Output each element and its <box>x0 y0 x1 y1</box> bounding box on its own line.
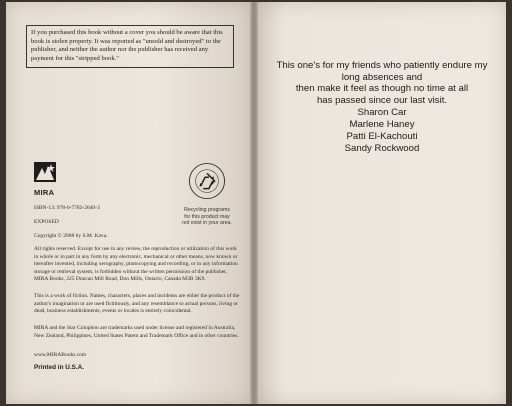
copyright-line: Copyright © 2008 by S.M. Kava. <box>34 233 108 239</box>
dedication-name: Marlene Haney <box>349 118 415 130</box>
dedication-line: has passed since our last visit. <box>316 95 448 107</box>
star-colophon-icon <box>34 162 56 182</box>
stripped-book-notice: If you purchased this book without a cover you should be aware that this book is stolen property. It was reported as "unsold and destroyed" to the publisher, and neither the author nor the publisher has received any payment for this "stripped book." <box>26 25 234 68</box>
publisher-logo-text: MIRA <box>34 188 55 197</box>
website-link: www.MIRABooks.com <box>34 352 87 358</box>
book-title: EXPOSED <box>34 219 59 225</box>
recycle-caption-line3: not exist in your area. <box>182 220 232 226</box>
printed-in: Printed in U.S.A. <box>34 364 85 371</box>
dedication-name: Sharon Car <box>357 106 407 118</box>
recycle-icon <box>188 162 226 200</box>
isbn-text: ISBN-13: 978-0-7783-2640-3 <box>34 205 100 211</box>
dedication-name: Patti El-Kachouti <box>346 130 418 142</box>
dedication-line: then make it feel as though no time at all <box>295 83 469 95</box>
recycle-caption-line1: Recycling programs <box>184 207 230 213</box>
dedication-names <box>262 107 502 155</box>
dedication-name: Sandy Rockwood <box>344 142 420 154</box>
dedication <box>262 60 502 155</box>
mira-logo <box>34 162 60 197</box>
recycle-caption-line2: for this product may <box>184 213 230 220</box>
fiction-disclaimer: This is a work of fiction. Names, characters, places and incidents are either the product of the author's imagination or are used fictitiously, and any resemblance to actual persons, living or dead, business establishments, events or locales is entirely coincidental. <box>34 293 240 315</box>
dedication-line: long absences and <box>341 71 423 83</box>
rights-statement: All rights reserved. Except for use in any review, the reproduction or utilization of this work in whole or in part in any form by any electronic, mechanical or other means, now known or hereafter invented, including xerography, photocopying and recording, or in any information storage or retrieval system, is forbidden without the written permission of the publisher, MIRA Books, 225 Duncan Mill Road, Don Mills, Ontario, Canada M3B 3K9. <box>34 246 238 283</box>
dedication-line: This one's for my friends who patiently endure my <box>276 60 488 71</box>
trademark-statement: MIRA and the Star Colophon are trademarks used under license and registered in Australia, New Zealand, Philippines, United States Patent and Trademark Office and in other countries. <box>34 325 239 339</box>
recycle-notice <box>178 162 236 227</box>
book-gutter <box>250 2 258 404</box>
